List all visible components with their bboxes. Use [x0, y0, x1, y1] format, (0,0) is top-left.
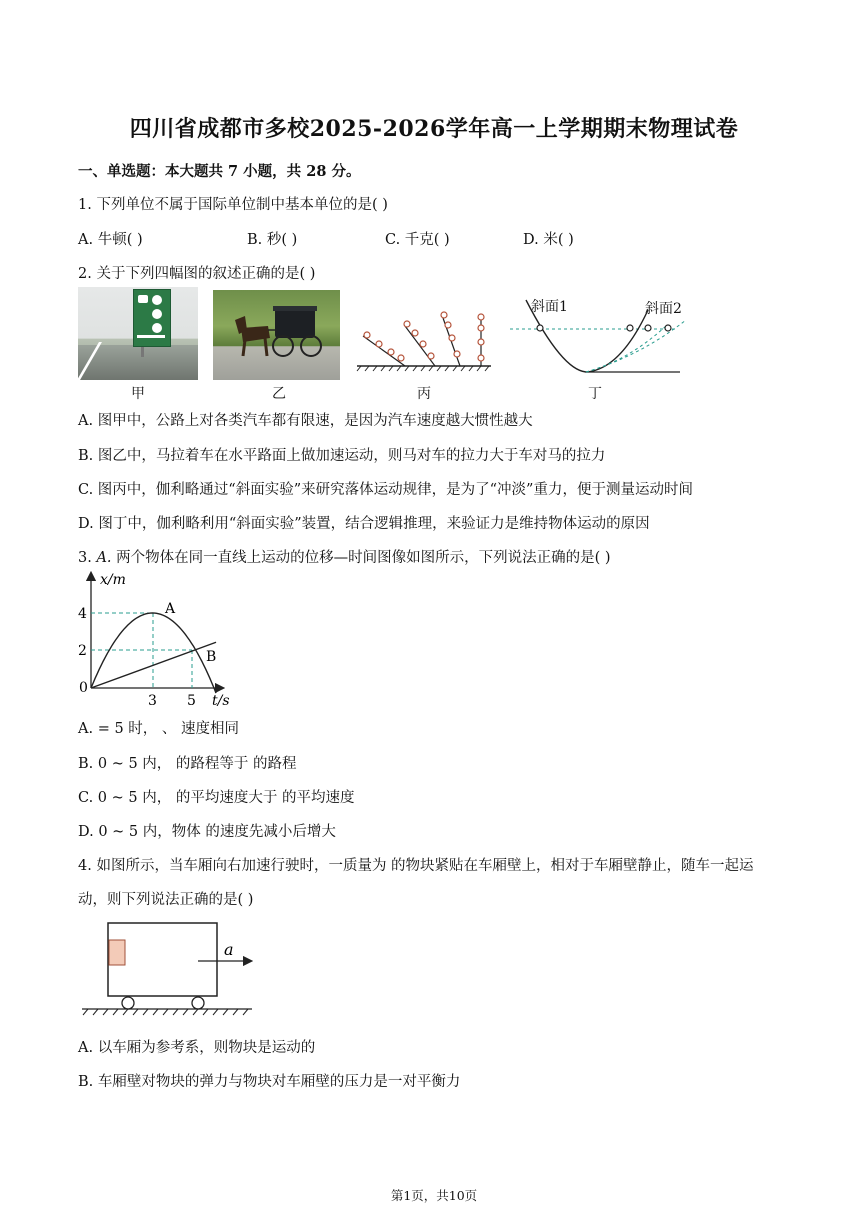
q2-option-c: C. 图丙中，伽利略通过“斜面实验”来研究落体运动规律，是为了“冲淡”重力，便于测量运动时间 [78, 482, 693, 498]
acceleration-label: a [224, 940, 234, 959]
label-b: B [206, 649, 217, 665]
q4-option-a: A. 以车厢为参考系，则物块是运动的 [78, 1040, 316, 1056]
q2-option-d: D. 图丁中，伽利略利用“斜面实验”装置，结合逻辑推理，来验证力是维持物体运动的原因 [78, 516, 650, 532]
q4-stem-line-2: 动，则下列说法正确的是( ) [78, 892, 254, 908]
x-tick-5: 5 [187, 693, 196, 709]
q2-option-a: A. 图甲中，公路上对各类汽车都有限速，是因为汽车速度越大惯性越大 [78, 413, 533, 429]
y-tick-2: 2 [78, 643, 87, 659]
y-axis-label: x/m [100, 572, 126, 588]
q1-option-b: B. 秒( ) [247, 232, 298, 248]
y-tick-4: 4 [78, 606, 87, 622]
q1-option-a: A. 牛顿( ) [78, 232, 143, 248]
q4-option-b: B. 车厢壁对物块的弹力与物块对车厢壁的压力是一对平衡力 [78, 1074, 461, 1090]
q3-stem [78, 546, 611, 567]
q1-option-d: D. 米( ) [523, 232, 574, 248]
q1-stem: 1. 下列单位不属于国际单位制中基本单位的是( ) [78, 197, 388, 213]
caption-ding: 丁 [588, 386, 602, 402]
y-tick-0: 0 [79, 680, 88, 696]
section-heading: 一、单选题：本大题共 7 小题，共 28 分。 [78, 163, 361, 180]
label-slope-2: 斜面2 [645, 301, 682, 317]
q3-number: 3. [78, 550, 97, 566]
q3-stem-text: 两个物体在同一直线上运动的位移—时间图像如图所示，下列说法正确的是( ) [111, 550, 611, 566]
caption-yi: 乙 [272, 386, 286, 402]
figure-yi-horse-carriage-photo [213, 290, 340, 380]
x-axis-label: t/s [212, 693, 230, 709]
figure-bing-inclined-planes [355, 310, 495, 372]
block [109, 940, 125, 965]
q3-option-a: A. = 5 时， 、 速度相同 [78, 721, 240, 737]
q3-variable: A. [96, 550, 112, 566]
q4-carriage-figure [78, 915, 258, 1020]
x-tick-3: 3 [148, 693, 157, 709]
q3-option-d: D. 0 ~ 5 内，物体 的速度先减小后增大 [78, 824, 336, 840]
q3-option-b: B. 0 ~ 5 内， 的路程等于 的路程 [78, 756, 297, 772]
figure-jia-road-photo [78, 287, 198, 380]
caption-jia: 甲 [131, 386, 145, 402]
exam-title: 四川省成都市多校2025-2026学年高一上学期期末物理试卷 [129, 116, 739, 142]
wheel-left [122, 997, 134, 1009]
page-footer: 第1页，共10页 [390, 1188, 478, 1203]
q3-option-c: C. 0 ~ 5 内， 的平均速度大于 的平均速度 [78, 790, 355, 806]
q1-option-c: C. 千克( ) [385, 232, 450, 248]
label-a: A [165, 601, 176, 617]
caption-bing: 丙 [417, 386, 431, 402]
label-slope-1: 斜面1 [531, 299, 568, 315]
q4-stem-line-1: 4. 如图所示，当车厢向右加速行驶时，一质量为 的物块紧贴在车厢壁上，相对于车厢壁静止，随车一起运 [78, 858, 754, 874]
wheel-right [192, 997, 204, 1009]
q2-option-b: B. 图乙中，马拉着车在水平路面上做加速运动，则马对车的拉力大于车对马的拉力 [78, 448, 606, 464]
q3-xt-graph [70, 568, 240, 710]
q2-stem: 2. 关于下列四幅图的叙述正确的是( ) [78, 266, 316, 282]
